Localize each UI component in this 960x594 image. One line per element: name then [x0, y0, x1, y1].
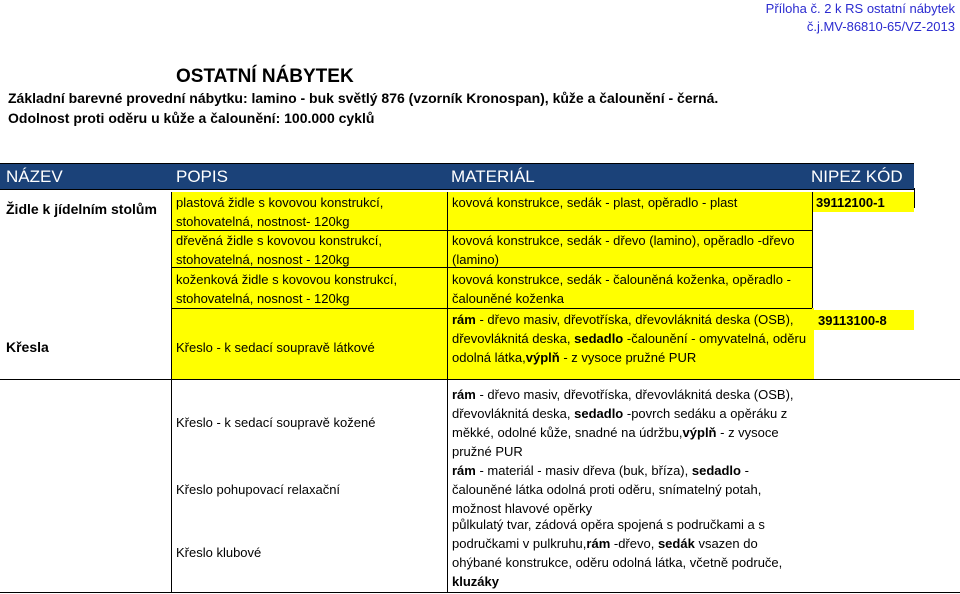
- table-header: [0, 163, 914, 190]
- material-line: dřevovláknitá deska, sedadlo -čalounění - omyvatelná, oděru: [452, 331, 807, 346]
- row-material: [452, 461, 761, 518]
- material-line: ohýbané konstrukce, oděru odolná látka, včetně područe,: [452, 555, 783, 570]
- material-line: kluzáky: [452, 574, 499, 589]
- table-row: [176, 270, 397, 308]
- table-row: [176, 193, 383, 231]
- row-description: Křeslo - k sedací soupravě látkové: [176, 340, 375, 355]
- material-line: područkami v pulkruhu,rám -dřevo, sedák vsazen do: [452, 536, 758, 551]
- row-divider-3: [172, 308, 812, 309]
- material-line: kovová konstrukce, sedák - dřevo (lamino), opěradlo -dřevo: [452, 233, 795, 248]
- row-code: 39113100-8: [818, 313, 887, 328]
- row-description: dřevěná židle s kovovou konstrukcí,: [176, 233, 382, 248]
- subtitle-colors: Základní barevné provední nábytku: lamino - buk světlý 876 (vzorník Kronospan), kůže a čalounění - černá.: [8, 90, 719, 106]
- row-description: stohovatelná, nosnost - 120kg: [176, 291, 350, 306]
- material-line: rám - dřevo masiv, dřevotříska, dřevovláknitá deska (OSB),: [452, 387, 794, 402]
- table-bottom: [0, 592, 960, 593]
- group-chairs: Židle k jídelním stolům: [6, 201, 157, 217]
- material-line: (lamino): [452, 252, 499, 267]
- row-description: plastová židle s kovovou konstrukcí,: [176, 195, 384, 210]
- row-material: [452, 270, 791, 308]
- material-line: rám - materiál - masiv dřeva (buk, bříza), sedadlo -: [452, 463, 749, 478]
- row-description: koženková židle s kovovou konstrukcí,: [176, 272, 398, 287]
- row-material: [452, 515, 782, 591]
- page-title: OSTATNÍ NÁBYTEK: [176, 66, 354, 87]
- row-material: [452, 310, 806, 367]
- row-material: kovová konstrukce, sedák - plast, opěradlo - plast: [452, 195, 738, 210]
- header-material: MATERIÁL: [451, 167, 535, 186]
- attachment-label: Příloha č. 2 k RS ostatní nábytek: [765, 1, 955, 16]
- material-line: měkké, odolné kůže, snadné na údržbu,výplň - z vysoce: [452, 425, 779, 440]
- material-line: čalouněné koženka: [452, 291, 565, 306]
- col-divider-1: [171, 192, 172, 592]
- reference-number: č.j.MV-86810-65/VZ-2013: [806, 19, 955, 34]
- group-divider: [0, 379, 960, 380]
- row-description: Křeslo - k sedací soupravě kožené: [176, 415, 376, 430]
- col-divider-3: [812, 192, 813, 308]
- material-line: čalouněné látka odolná proti oděru, snímatelný potah,: [452, 482, 762, 497]
- material-line: půlkulatý tvar, zádová opěra spojená s područkami a s: [452, 517, 765, 532]
- table-row: [176, 231, 382, 269]
- header-description: POPIS: [176, 167, 228, 186]
- group-armchairs: Křesla: [6, 339, 49, 355]
- row-description: Křeslo klubové: [176, 545, 262, 560]
- subtitle-abrasion: Odolnost proti oděru u kůže a čalounění: 100.000 cyklů: [8, 110, 375, 126]
- row-material: [452, 231, 795, 269]
- row-description: stohovatelná, nostnost- 120kg: [176, 214, 350, 229]
- material-line: možnost hlavové opěrky: [452, 501, 593, 516]
- col-divider-2: [447, 192, 448, 592]
- material-line: pružné PUR: [452, 444, 523, 459]
- row-material: [452, 385, 794, 461]
- material-line: odolná látka,výplň - z vysoce pružné PUR: [452, 350, 697, 365]
- material-line: rám - dřevo masiv, dřevotříska, dřevovláknitá deska (OSB),: [452, 312, 794, 327]
- header-name: NÁZEV: [6, 167, 63, 186]
- material-line: dřevovláknitá deska, sedadlo -povrch sedáku a opěráku z: [452, 406, 788, 421]
- col-divider-4: [914, 188, 915, 208]
- row-description: stohovatelná, nosnost - 120kg: [176, 252, 350, 267]
- header-code: NIPEZ KÓD: [811, 167, 903, 186]
- row-description: Křeslo pohupovací relaxační: [176, 482, 341, 497]
- material-line: kovová konstrukce, sedák - čalouněná koženka, opěradlo -: [452, 272, 791, 287]
- row-code: 39112100-1: [816, 195, 885, 210]
